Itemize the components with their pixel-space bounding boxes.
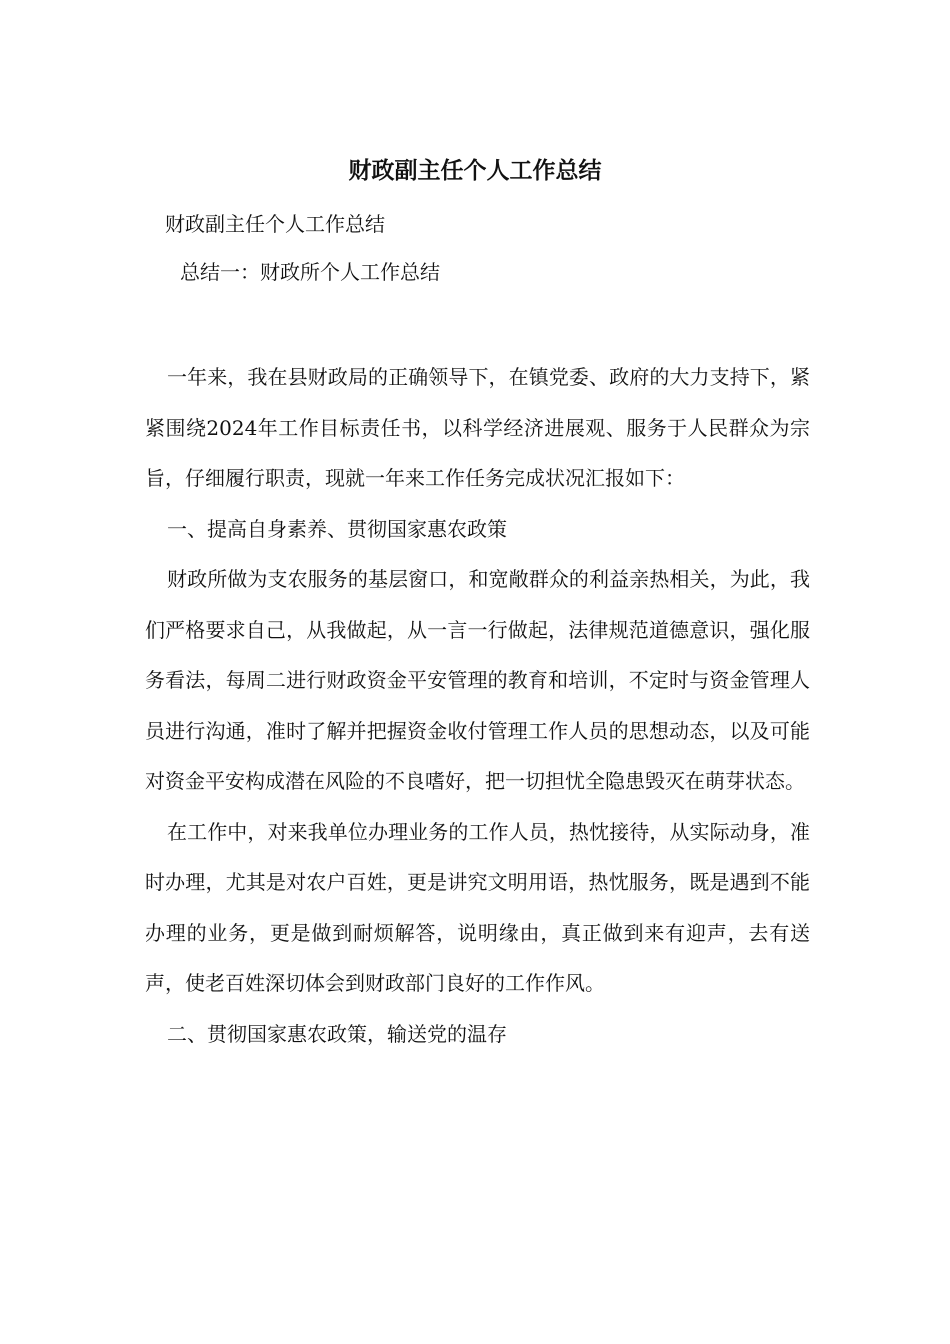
- section-heading-2: 二、贯彻国家惠农政策，输送党的温存: [167, 1021, 507, 1046]
- paragraph-2: 在工作中，对来我单位办理业务的工作人员，热忱接待，从实际动身，准时办理，尤其是对农户百姓，更是讲究文明用语，热忱服务，既是遇到不能办理的业务，更是做到耐烦解答，说明缘由，真正做到来有迎声，去有送声，使老百姓深切体会到财政部门良好的工作作风。: [145, 819, 810, 995]
- document-subtitle: 财政副主任个人工作总结: [165, 212, 385, 236]
- section-heading-1: 一、提高自身素养、贯彻国家惠农政策: [167, 516, 507, 541]
- document-title: 财政副主任个人工作总结: [348, 157, 602, 184]
- paragraph-intro: 一年来，我在县财政局的正确领导下，在镇党委、政府的大力支持下，紧紧围绕2024年工作目标责任书，以科学经济进展观、服务于人民群众为宗旨，仔细履行职责，现就一年来工作任务完成状况汇报如下：: [145, 365, 810, 490]
- paragraph-1: 财政所做为支农服务的基层窗口，和宽敞群众的利益亲热相关，为此，我们严格要求自己，从我做起，从一言一行做起，法律规范道德意识，强化服务看法，每周二进行财政资金平安管理的教育和培训，不定时与资金管理人员进行沟通，准时了解并把握资金收付管理工作人员的思想动态，以及可能对资金平安构成潜在风险的不良嗜好，把一切担忧全隐患毁灭在萌芽状态。: [145, 567, 810, 793]
- document-body: [145, 352, 810, 1059]
- section-title: 总结一：财政所个人工作总结: [180, 260, 440, 284]
